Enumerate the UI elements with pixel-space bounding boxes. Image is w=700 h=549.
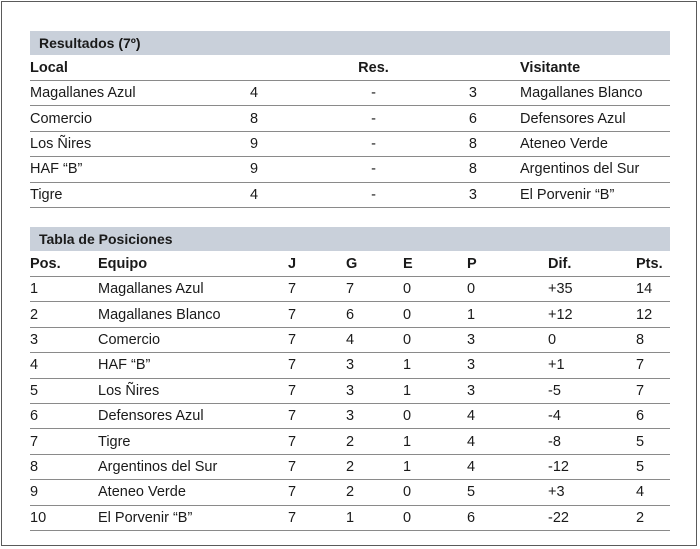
won-cell: 2 — [346, 429, 403, 454]
header-visitante: Visitante — [520, 60, 581, 76]
points-cell: 5 — [636, 429, 670, 454]
header-equipo: Equipo — [98, 256, 148, 272]
posiciones-header-row — [30, 252, 670, 277]
posicion-row — [30, 327, 670, 352]
posicion-row — [30, 277, 670, 302]
drawn-cell: 0 — [403, 277, 467, 302]
played-cell: 7 — [288, 302, 346, 327]
lost-cell: 4 — [467, 403, 548, 428]
visitor-team: Argentinos del Sur — [515, 157, 670, 182]
played-cell: 7 — [288, 277, 346, 302]
header-e: E — [403, 256, 413, 272]
posicion-row — [30, 429, 670, 454]
team-cell: Tigre — [98, 429, 288, 454]
played-cell: 7 — [288, 378, 346, 403]
won-cell: 3 — [346, 403, 403, 428]
header-dif: Dif. — [548, 256, 572, 272]
resultados-table — [30, 56, 670, 208]
points-cell: 4 — [636, 480, 670, 505]
drawn-cell: 0 — [403, 327, 467, 352]
team-cell: El Porvenir “B” — [98, 505, 288, 530]
won-cell: 3 — [346, 353, 403, 378]
diff-cell: -12 — [548, 454, 636, 479]
diff-cell: +35 — [548, 277, 636, 302]
visitor-score: 6 — [415, 106, 515, 131]
posiciones-title: Tabla de Posiciones — [30, 227, 670, 251]
played-cell: 7 — [288, 353, 346, 378]
header-g: G — [346, 256, 358, 272]
won-cell: 6 — [346, 302, 403, 327]
position-cell: 7 — [30, 429, 98, 454]
local-team: HAF “B” — [30, 157, 250, 182]
team-cell: Los Ñires — [98, 378, 288, 403]
diff-cell: -8 — [548, 429, 636, 454]
header-p: P — [467, 256, 477, 272]
played-cell: 7 — [288, 454, 346, 479]
score-separator: - — [332, 157, 415, 182]
played-cell: 7 — [288, 480, 346, 505]
header-local: Local — [30, 60, 68, 76]
local-team: Tigre — [30, 182, 250, 207]
lost-cell: 0 — [467, 277, 548, 302]
posicion-row — [30, 480, 670, 505]
points-cell: 14 — [636, 277, 670, 302]
local-team: Comercio — [30, 106, 250, 131]
lost-cell: 3 — [467, 353, 548, 378]
resultado-row — [30, 157, 670, 182]
lost-cell: 6 — [467, 505, 548, 530]
team-cell: Ateneo Verde — [98, 480, 288, 505]
drawn-cell: 1 — [403, 353, 467, 378]
diff-cell: +12 — [548, 302, 636, 327]
position-cell: 8 — [30, 454, 98, 479]
lost-cell: 1 — [467, 302, 548, 327]
played-cell: 7 — [288, 403, 346, 428]
score-separator: - — [332, 182, 415, 207]
points-cell: 7 — [636, 378, 670, 403]
local-score: 9 — [250, 131, 332, 156]
score-separator: - — [332, 81, 415, 106]
posicion-row — [30, 403, 670, 428]
header-pos: Pos. — [30, 256, 61, 272]
lost-cell: 3 — [467, 378, 548, 403]
position-cell: 6 — [30, 403, 98, 428]
team-cell: Magallanes Azul — [98, 277, 288, 302]
local-team: Los Ñires — [30, 131, 250, 156]
points-cell: 6 — [636, 403, 670, 428]
local-team: Magallanes Azul — [30, 81, 250, 106]
visitor-score: 3 — [415, 81, 515, 106]
local-score: 4 — [250, 182, 332, 207]
drawn-cell: 0 — [403, 505, 467, 530]
posicion-row — [30, 302, 670, 327]
position-cell: 10 — [30, 505, 98, 530]
header-res: Res. — [358, 60, 389, 76]
visitor-score: 8 — [415, 157, 515, 182]
resultado-row — [30, 131, 670, 156]
posicion-row — [30, 505, 670, 530]
lost-cell: 4 — [467, 454, 548, 479]
local-score: 8 — [250, 106, 332, 131]
position-cell: 5 — [30, 378, 98, 403]
visitor-score: 3 — [415, 182, 515, 207]
score-separator: - — [332, 131, 415, 156]
diff-cell: -22 — [548, 505, 636, 530]
resultados-header-row — [30, 56, 670, 81]
resultados-title: Resultados (7º) — [30, 31, 670, 55]
diff-cell: -4 — [548, 403, 636, 428]
local-score: 4 — [250, 81, 332, 106]
won-cell: 4 — [346, 327, 403, 352]
posicion-row — [30, 378, 670, 403]
points-cell: 12 — [636, 302, 670, 327]
won-cell: 7 — [346, 277, 403, 302]
won-cell: 2 — [346, 454, 403, 479]
resultado-row — [30, 182, 670, 207]
points-cell: 2 — [636, 505, 670, 530]
header-j: J — [288, 256, 297, 272]
diff-cell: +3 — [548, 480, 636, 505]
drawn-cell: 1 — [403, 429, 467, 454]
position-cell: 9 — [30, 480, 98, 505]
team-cell: Magallanes Blanco — [98, 302, 288, 327]
lost-cell: 3 — [467, 327, 548, 352]
drawn-cell: 0 — [403, 480, 467, 505]
team-cell: Defensores Azul — [98, 403, 288, 428]
diff-cell: +1 — [548, 353, 636, 378]
diff-cell: 0 — [548, 327, 636, 352]
drawn-cell: 0 — [403, 403, 467, 428]
position-cell: 4 — [30, 353, 98, 378]
drawn-cell: 0 — [403, 302, 467, 327]
posiciones-table — [30, 252, 670, 531]
played-cell: 7 — [288, 505, 346, 530]
position-cell: 2 — [30, 302, 98, 327]
posicion-row — [30, 353, 670, 378]
lost-cell: 5 — [467, 480, 548, 505]
visitor-team: El Porvenir “B” — [515, 182, 670, 207]
played-cell: 7 — [288, 429, 346, 454]
won-cell: 1 — [346, 505, 403, 530]
position-cell: 3 — [30, 327, 98, 352]
points-cell: 7 — [636, 353, 670, 378]
team-cell: HAF “B” — [98, 353, 288, 378]
resultado-row — [30, 106, 670, 131]
visitor-score: 8 — [415, 131, 515, 156]
visitor-team: Ateneo Verde — [515, 131, 670, 156]
position-cell: 1 — [30, 277, 98, 302]
header-pts: Pts. — [636, 256, 663, 272]
points-cell: 5 — [636, 454, 670, 479]
score-separator: - — [332, 106, 415, 131]
points-cell: 8 — [636, 327, 670, 352]
drawn-cell: 1 — [403, 378, 467, 403]
visitor-team: Magallanes Blanco — [515, 81, 670, 106]
team-cell: Comercio — [98, 327, 288, 352]
posicion-row — [30, 454, 670, 479]
lost-cell: 4 — [467, 429, 548, 454]
won-cell: 3 — [346, 378, 403, 403]
team-cell: Argentinos del Sur — [98, 454, 288, 479]
won-cell: 2 — [346, 480, 403, 505]
local-score: 9 — [250, 157, 332, 182]
played-cell: 7 — [288, 327, 346, 352]
visitor-team: Defensores Azul — [515, 106, 670, 131]
diff-cell: -5 — [548, 378, 636, 403]
drawn-cell: 1 — [403, 454, 467, 479]
resultado-row — [30, 81, 670, 106]
